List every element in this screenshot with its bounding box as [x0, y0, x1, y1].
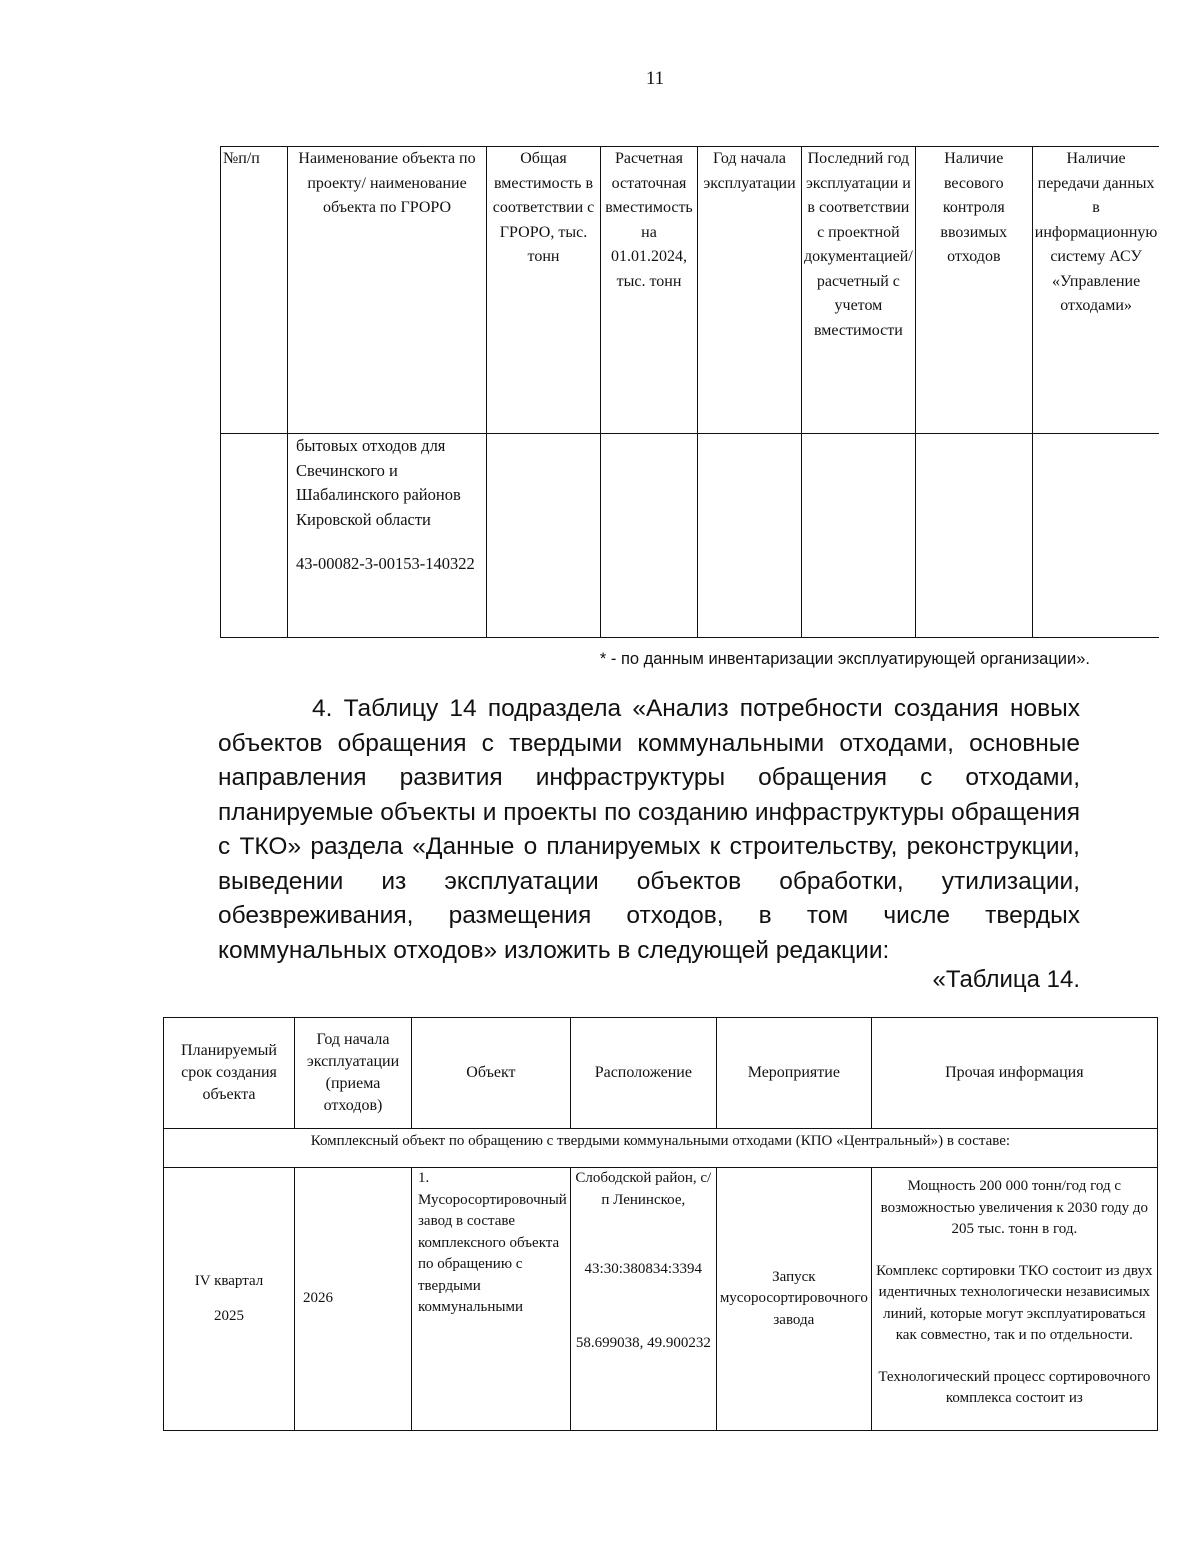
- t2-header-object: Объект: [412, 1018, 571, 1129]
- t2-cell-object: 1. Мусоросортировочный завод в составе комплексного объекта по обращению с твердыми коммунальными: [412, 1168, 571, 1431]
- t1-cell-capacity: [487, 434, 601, 638]
- t2-header-other-info: Прочая информация: [871, 1018, 1157, 1129]
- t1-cell-data-transfer: [1032, 434, 1159, 638]
- t1-header-capacity: Общая вместимость в соответствии с ГРОРО, тыс. тонн: [487, 147, 601, 434]
- t1-cell-start-year: [698, 434, 802, 638]
- t2-coordinates: 58.699038, 49.900232: [575, 1334, 711, 1351]
- t1-header-weight-control: Наличие весового контроля ввозимых отходов: [915, 147, 1032, 434]
- t2-location-text: Слободской район, с/п Ленинское,: [575, 1170, 712, 1208]
- t1-object-name: бытовых отходов для Свечинского и Шабалинского районов Кировской области: [296, 436, 461, 529]
- t1-header-num: №п/п: [221, 147, 288, 434]
- t2-cadastral-number: 43:30:380834:3394: [584, 1261, 703, 1277]
- t1-cell-weight-control: [915, 434, 1032, 638]
- table-caption: «Таблица 14.: [932, 966, 1080, 993]
- table-1-continuation: [220, 146, 1159, 638]
- table-14: [163, 1017, 1158, 1431]
- t2-cell-other-info: [871, 1168, 1157, 1431]
- t2-info-process: Технологический процесс сортировочного комплекса состоит из: [878, 1368, 1151, 1406]
- t2-header-location: Расположение: [570, 1018, 716, 1129]
- t1-header-name: Наименование объекта по проекту/ наименование объекта по ГРОРО: [288, 147, 487, 434]
- t1-object-code: 43-00082-3-00153-140322: [296, 554, 475, 573]
- t1-cell-object: [288, 434, 487, 638]
- t2-cell-measure: Запуск мусоросортировочного завода: [716, 1168, 871, 1431]
- t1-header-remaining: Расчетная остаточная вместимость на 01.01.2024, тыс. тонн: [601, 147, 698, 434]
- t1-header-last-year: Последний год эксплуатации и в соответствии с проектной документацией/ расчетный с учетом вместимости: [802, 147, 916, 434]
- t1-cell-remaining: [601, 434, 698, 638]
- t1-cell-num: [221, 434, 288, 638]
- body-paragraph: 4. Таблицу 14 подраздела «Анализ потребности создания новых объектов обращения с твердыми коммунальными отходами, основные направления развития инфраструктуры обращения с отходами, планируемые объекты и проекты по созданию инфраструктуры обращения с ТКО» раздела «Данные о планируемых к строительству, реконструкции, выведении из эксплуатации объектов обработки, утилизации, обезвреживания, размещения отходов, в том числе твердых коммунальных отходов» изложить в следующей редакции:: [218, 695, 1080, 964]
- t2-period-line2: 2025: [214, 1308, 244, 1324]
- t1-cell-last-year: [802, 434, 916, 638]
- t2-header-measure: Мероприятие: [716, 1018, 871, 1129]
- t2-cell-start-year: 2026: [295, 1168, 412, 1431]
- t2-header-period: Планируемый срок создания объекта: [164, 1018, 295, 1129]
- t2-header-start-year: Год начала эксплуатации (приема отходов): [295, 1018, 412, 1129]
- t2-cell-period: [164, 1168, 295, 1431]
- t1-header-start-year: Год начала эксплуатации: [698, 147, 802, 434]
- t2-info-lines: Комплекс сортировки ТКО состоит из двух идентичных технологически независимых линий, которые могут эксплуатироваться как совместно, так и по отдельности.: [876, 1262, 1153, 1343]
- t2-period-line1: IV квартал: [194, 1272, 264, 1289]
- page-number: 11: [645, 68, 665, 89]
- t2-cell-location: [570, 1168, 716, 1431]
- t2-info-capacity: Мощность 200 000 тонн/год год с возможностью увеличения к 2030 году до 205 тыс. тонн в год.: [880, 1178, 1148, 1237]
- t2-section-title: Комплексный объект по обращению с твердыми коммунальными отходами (КПО «Центральный») в составе:: [164, 1129, 1158, 1168]
- t1-header-data-transfer: Наличие передачи данных в информационную систему АСУ «Управление отходами»: [1032, 147, 1159, 434]
- footnote: * - по данным инвентаризации эксплуатирующей организации».: [599, 650, 1090, 668]
